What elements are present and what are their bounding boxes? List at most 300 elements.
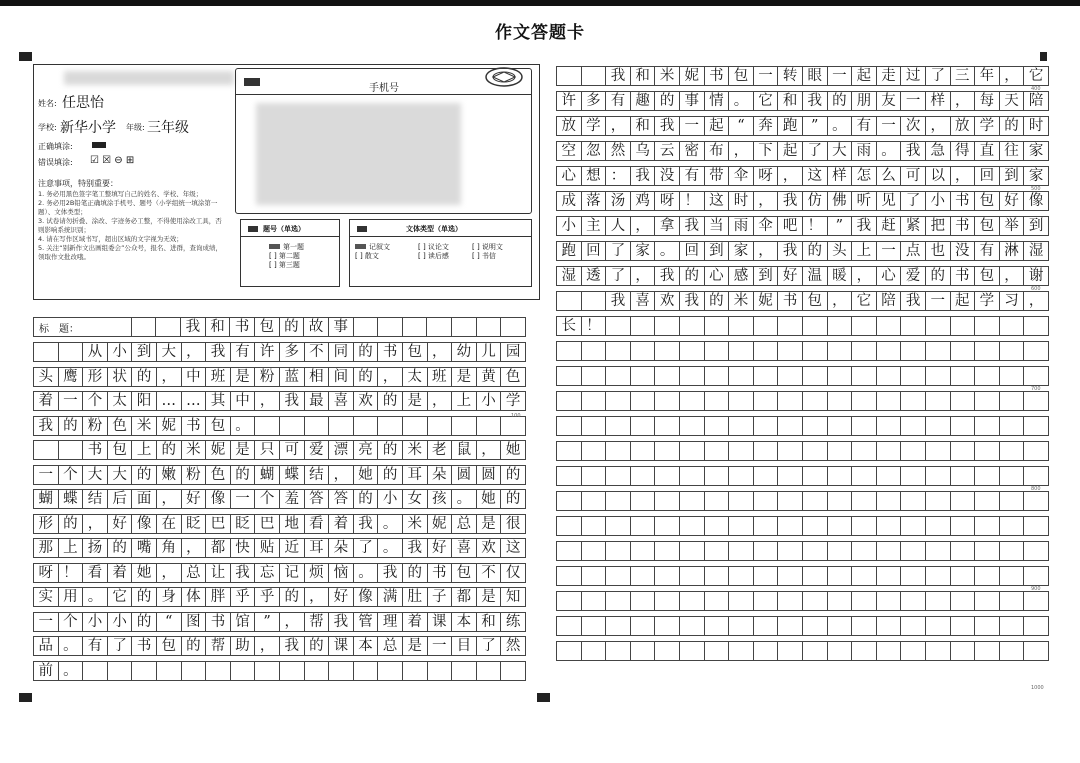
grid-cell (729, 367, 754, 385)
grid-cell: 的 (108, 539, 133, 557)
grid-cell: 她 (132, 564, 157, 582)
grid-cell: 子 (428, 588, 453, 606)
grid-row (556, 641, 1049, 661)
grid-cell (729, 592, 754, 610)
grid-cell (852, 367, 877, 385)
grid-cell (1000, 367, 1025, 385)
grid-cell (631, 542, 656, 560)
grid-cell (631, 442, 656, 460)
grid-cell (1024, 492, 1049, 510)
grid-cell: 奔 (754, 117, 779, 135)
grid-cell (1000, 542, 1025, 560)
grid-cell (557, 367, 582, 385)
grid-cell: 的 (828, 92, 853, 110)
grid-cell: 书 (951, 217, 976, 235)
grid-cell (606, 342, 631, 360)
grid-cell (557, 592, 582, 610)
grid-cell (655, 517, 680, 535)
correct-fill-sample (92, 142, 106, 148)
grid-cell: 到 (754, 267, 779, 285)
grid-cell (852, 492, 877, 510)
grid-cell: 像 (132, 515, 157, 533)
grid-cell: 。 (729, 92, 754, 110)
grid-cell: 儿 (477, 343, 502, 361)
grid-cell: ， (378, 368, 403, 386)
grid-cell (754, 542, 779, 560)
grid-cell (1024, 467, 1049, 485)
grid-cell (778, 517, 803, 535)
grid-cell: 到 (705, 242, 730, 260)
grid-cell (1000, 342, 1025, 360)
grid-row (556, 241, 1049, 261)
grid-cell: 一 (877, 117, 902, 135)
grid-cell (828, 442, 853, 460)
grid-cell (329, 662, 354, 680)
grid-cell: 一 (754, 67, 779, 85)
grid-cell: 一 (231, 490, 256, 508)
grid-cell: 。 (231, 417, 256, 435)
grid-cell (754, 417, 779, 435)
grid-cell: 大 (828, 142, 853, 160)
grid-cell: 形 (83, 368, 108, 386)
grid-cell: 走 (877, 67, 902, 85)
notes-title: 注意事项，特别重要： (38, 179, 118, 188)
grid-cell: ， (926, 117, 951, 135)
grid-cell: 放 (951, 117, 976, 135)
grid-cell: 云 (655, 142, 680, 160)
grid-row (556, 441, 1049, 461)
grid-cell: 下 (754, 142, 779, 160)
grid-cell (729, 417, 754, 435)
grid-cell (877, 417, 902, 435)
grid-cell (729, 392, 754, 410)
grid-cell: 馆 (231, 613, 256, 631)
grid-cell: 包 (108, 441, 133, 459)
grid-cell (680, 642, 705, 660)
note-item: 4. 请在写作区域书写，超出区域的文字视为无效； (38, 235, 183, 243)
grid-cell: 呀 (655, 192, 680, 210)
grid-cell: 习 (1000, 292, 1025, 310)
grid-cell: 了 (108, 637, 133, 655)
grid-cell: 圆 (477, 466, 502, 484)
grid-cell: ， (255, 637, 280, 655)
grid-cell: 女 (403, 490, 428, 508)
genre-label: 文体类型（单选） (406, 225, 462, 233)
grid-cell: 总 (452, 515, 477, 533)
grid-cell: 只 (255, 441, 280, 459)
title-cell (452, 318, 477, 336)
grid-cell: ” (828, 217, 853, 235)
title-cell (477, 318, 502, 336)
grid-cell: 让 (206, 564, 231, 582)
grid-cell: 。 (59, 637, 84, 655)
grid-cell (1024, 442, 1049, 460)
grid-cell (926, 492, 951, 510)
grid-row (556, 491, 1049, 511)
grid-cell (1000, 417, 1025, 435)
grid-cell: 我 (606, 67, 631, 85)
grid-cell (778, 617, 803, 635)
grid-cell: 没 (951, 242, 976, 260)
grid-cell: ， (157, 564, 182, 582)
grid-cell: 我 (778, 242, 803, 260)
grid-cell: 小 (83, 613, 108, 631)
grid-cell: 上 (852, 242, 877, 260)
grid-cell: 过 (901, 67, 926, 85)
grid-cell: 像 (354, 588, 379, 606)
grid-cell: 这 (705, 192, 730, 210)
grid-cell (828, 517, 853, 535)
grid-cell: ， (329, 466, 354, 484)
grid-cell: ， (157, 490, 182, 508)
grid-cell (631, 392, 656, 410)
grid-cell: 爱 (901, 267, 926, 285)
grid-cell (631, 367, 656, 385)
grid-cell (705, 567, 730, 585)
grid-cell: ！ (59, 564, 84, 582)
grid-cell (926, 592, 951, 610)
grid-cell: 小 (926, 192, 951, 210)
grid-row (556, 591, 1049, 611)
grid-cell: 密 (680, 142, 705, 160)
grid-cell: ， (631, 267, 656, 285)
grid-cell (206, 662, 231, 680)
grid-cell: 班 (206, 368, 231, 386)
grid-cell: 许 (557, 92, 582, 110)
grid-cell: 起 (705, 117, 730, 135)
grid-cell (951, 392, 976, 410)
grid-cell: 时 (1024, 117, 1049, 135)
topic-option: [ ] 第三题 (269, 261, 300, 269)
grid-cell: 点 (901, 242, 926, 260)
grid-cell: 汤 (606, 192, 631, 210)
grid-cell: 粉 (255, 368, 280, 386)
grid-cell: … (182, 392, 207, 410)
grid-cell (655, 367, 680, 385)
grid-cell: 感 (729, 267, 754, 285)
genre-option: 记叙文 (369, 243, 390, 251)
grid-row (556, 141, 1049, 161)
grid-cell (729, 317, 754, 335)
grid-cell: 后 (108, 490, 133, 508)
grid-cell: 是 (452, 368, 477, 386)
grid-cell: 爱 (305, 441, 330, 459)
grid-cell: 陪 (877, 292, 902, 310)
grid-cell: 仿 (803, 192, 828, 210)
grid-cell (631, 417, 656, 435)
grid-cell (1000, 442, 1025, 460)
grid-cell: 前 (34, 662, 59, 680)
grid-cell (354, 662, 379, 680)
grid-cell: 答 (329, 490, 354, 508)
grid-cell: 的 (354, 368, 379, 386)
grid-cell: 我 (655, 267, 680, 285)
grid-cell: 转 (778, 67, 803, 85)
grid-cell (975, 442, 1000, 460)
grid-cell: 可 (901, 167, 926, 185)
grid-cell: 蝶 (280, 466, 305, 484)
grid-cell: 。 (452, 490, 477, 508)
grid-cell: 扬 (83, 539, 108, 557)
grid-cell: 着 (108, 564, 133, 582)
note-item: 5. 关注“别新作文出画组委会”公众号，报名、进群，查询成绩，领取作文批改哦。 (38, 244, 223, 261)
grid-cell: 我 (280, 637, 305, 655)
grid-cell: 最 (305, 392, 330, 410)
title-cell: 包 (255, 318, 280, 336)
grid-cell (1000, 317, 1025, 335)
grid-cell: 得 (951, 142, 976, 160)
title-cell: 我 (181, 318, 206, 336)
grid-cell (975, 517, 1000, 535)
grid-cell (975, 417, 1000, 435)
grid-cell: 品 (34, 637, 59, 655)
grid-cell: 上 (132, 441, 157, 459)
grid-cell: 趣 (631, 92, 656, 110)
grid-cell (828, 417, 853, 435)
grid-cell: 耳 (403, 466, 428, 484)
grid-cell: 见 (877, 192, 902, 210)
grid-cell: ， (754, 192, 779, 210)
grid-cell: 吧 (778, 217, 803, 235)
grid-cell (926, 442, 951, 460)
grid-cell (926, 467, 951, 485)
grid-row (33, 538, 526, 558)
grid-cell: 心 (877, 267, 902, 285)
grid-cell: 大 (108, 466, 133, 484)
grid-cell: 忘 (255, 564, 280, 582)
grid-cell (582, 442, 607, 460)
grid-cell (729, 342, 754, 360)
grid-cell: 本 (354, 637, 379, 655)
grid-cell (901, 342, 926, 360)
grid-cell: ” (803, 117, 828, 135)
grid-cell (655, 417, 680, 435)
grid-cell: 乌 (631, 142, 656, 160)
grade-label: 年级: (126, 123, 145, 132)
grid-cell (852, 642, 877, 660)
grid-cell: 怎 (852, 167, 877, 185)
grid-cell: … (157, 392, 182, 410)
grid-cell: 像 (206, 490, 231, 508)
grid-cell (655, 342, 680, 360)
grid-cell (803, 517, 828, 535)
emblem-logo-icon (484, 66, 524, 88)
topic-option: [ ] 第二题 (269, 252, 300, 260)
grid-cell: 三 (951, 67, 976, 85)
grid-cell: 的 (59, 417, 84, 435)
grid-cell: 小 (108, 613, 133, 631)
grid-cell (828, 617, 853, 635)
school-value: 新华小学 (60, 120, 116, 136)
phone-label: 手机号 (369, 83, 399, 94)
grid-cell (680, 617, 705, 635)
grid-cell (705, 392, 730, 410)
essay-left-grid (33, 342, 526, 686)
grid-cell (557, 342, 582, 360)
word-count-marker: 900 (1031, 586, 1041, 592)
grid-cell (403, 417, 428, 435)
grid-row (556, 416, 1049, 436)
grid-cell (1024, 642, 1049, 660)
grid-cell (705, 517, 730, 535)
grid-cell: 学 (975, 117, 1000, 135)
grid-cell: 书 (83, 441, 108, 459)
grid-cell: ， (754, 242, 779, 260)
grid-cell (778, 442, 803, 460)
grid-cell: 助 (231, 637, 256, 655)
title-cell (132, 318, 157, 336)
grid-cell: ， (631, 217, 656, 235)
genre-option: [ ] 散文 (355, 252, 379, 260)
grid-row (556, 366, 1049, 386)
grid-cell: 着 (403, 613, 428, 631)
grid-cell (1024, 392, 1049, 410)
grid-cell: 雨 (852, 142, 877, 160)
grid-cell: 课 (428, 613, 453, 631)
grid-cell: 帮 (305, 613, 330, 631)
grid-cell: 一 (828, 67, 853, 85)
grid-cell: 妮 (754, 292, 779, 310)
grid-cell (606, 642, 631, 660)
grid-cell: ， (1024, 292, 1049, 310)
correct-fill-label: 正确填涂: (38, 142, 73, 151)
grid-cell (729, 467, 754, 485)
grid-cell: 长 (557, 317, 582, 335)
grid-cell: 记 (280, 564, 305, 582)
grid-cell: 答 (305, 490, 330, 508)
grid-cell (828, 592, 853, 610)
grid-cell (754, 442, 779, 460)
grid-cell (803, 317, 828, 335)
grid-cell: ” (255, 613, 280, 631)
grid-cell: 间 (329, 368, 354, 386)
grid-cell (1024, 342, 1049, 360)
grid-cell: 。 (877, 142, 902, 160)
grid-cell (631, 642, 656, 660)
grid-cell: 伞 (754, 217, 779, 235)
grid-cell: 这 (803, 167, 828, 185)
title-cell: 事 (329, 318, 354, 336)
grid-cell (778, 642, 803, 660)
grid-cell (582, 292, 607, 310)
grid-cell (951, 542, 976, 560)
grid-cell (255, 662, 280, 680)
grid-cell: 听 (852, 192, 877, 210)
grid-cell: 和 (477, 613, 502, 631)
grid-cell (680, 367, 705, 385)
grid-cell: 我 (329, 613, 354, 631)
grid-cell: 包 (803, 292, 828, 310)
grid-cell: 暖 (828, 267, 853, 285)
grid-cell: 好 (1000, 192, 1025, 210)
grid-cell (680, 392, 705, 410)
grid-cell: 淋 (1000, 242, 1025, 260)
grid-cell (975, 392, 1000, 410)
grid-cell: 她 (477, 490, 502, 508)
grid-cell (901, 317, 926, 335)
word-count-marker: 500 (1031, 186, 1041, 192)
grid-cell (1000, 492, 1025, 510)
grid-cell: 一 (926, 292, 951, 310)
grid-cell: 的 (354, 343, 379, 361)
grid-cell: 想 (582, 167, 607, 185)
grid-cell: 包 (206, 417, 231, 435)
grid-cell: 友 (877, 92, 902, 110)
grid-cell: 太 (108, 392, 133, 410)
top-border (0, 0, 1080, 6)
grid-cell: 的 (157, 441, 182, 459)
grid-cell (655, 467, 680, 485)
grid-cell: 到 (1024, 217, 1049, 235)
grid-cell: 贴 (255, 539, 280, 557)
grid-cell: 快 (231, 539, 256, 557)
grid-cell (828, 492, 853, 510)
grid-cell: 时 (729, 192, 754, 210)
grid-cell: 一 (428, 637, 453, 655)
grid-cell: 喜 (631, 292, 656, 310)
grid-cell (754, 517, 779, 535)
grid-cell (1000, 517, 1025, 535)
grid-row (33, 563, 526, 583)
grid-cell (582, 592, 607, 610)
grid-cell: 家 (729, 242, 754, 260)
grid-cell: 是 (403, 392, 428, 410)
grid-cell (1024, 367, 1049, 385)
grid-cell: 一 (34, 466, 59, 484)
grid-cell: 都 (206, 539, 231, 557)
grid-cell: 鸡 (631, 192, 656, 210)
grid-cell (877, 517, 902, 535)
grid-cell (255, 417, 280, 435)
grid-cell: 谢 (1024, 267, 1049, 285)
grid-cell: 嘴 (132, 539, 157, 557)
grid-cell: 体 (182, 588, 207, 606)
word-count-marker: 1000 (1031, 685, 1044, 691)
grid-cell: 我 (606, 292, 631, 310)
grid-cell (901, 442, 926, 460)
grid-cell: 年 (975, 67, 1000, 85)
grid-cell (951, 492, 976, 510)
phone-marker (244, 78, 260, 86)
grid-cell: 眨 (182, 515, 207, 533)
grid-cell: 的 (132, 588, 157, 606)
grid-cell: 包 (729, 67, 754, 85)
grid-cell: 次 (901, 117, 926, 135)
grid-cell (1024, 542, 1049, 560)
grid-cell: 的 (280, 588, 305, 606)
grid-cell: 的 (403, 564, 428, 582)
grid-cell: 相 (305, 368, 330, 386)
grid-cell (877, 467, 902, 485)
grid-cell: 都 (452, 588, 477, 606)
grid-cell (901, 417, 926, 435)
grid-cell: 了 (803, 142, 828, 160)
grid-cell: 是 (403, 637, 428, 655)
grid-row (556, 191, 1049, 211)
grid-cell (754, 317, 779, 335)
grid-cell: 的 (354, 490, 379, 508)
grid-cell (951, 592, 976, 610)
grid-cell (951, 367, 976, 385)
grid-cell: 包 (975, 192, 1000, 210)
grid-row (556, 316, 1049, 336)
grid-cell: 帮 (206, 637, 231, 655)
grid-cell (877, 567, 902, 585)
grid-cell (680, 467, 705, 485)
topic-1-filled (269, 244, 280, 249)
grid-cell: 米 (403, 515, 428, 533)
grid-cell: 包 (157, 637, 182, 655)
